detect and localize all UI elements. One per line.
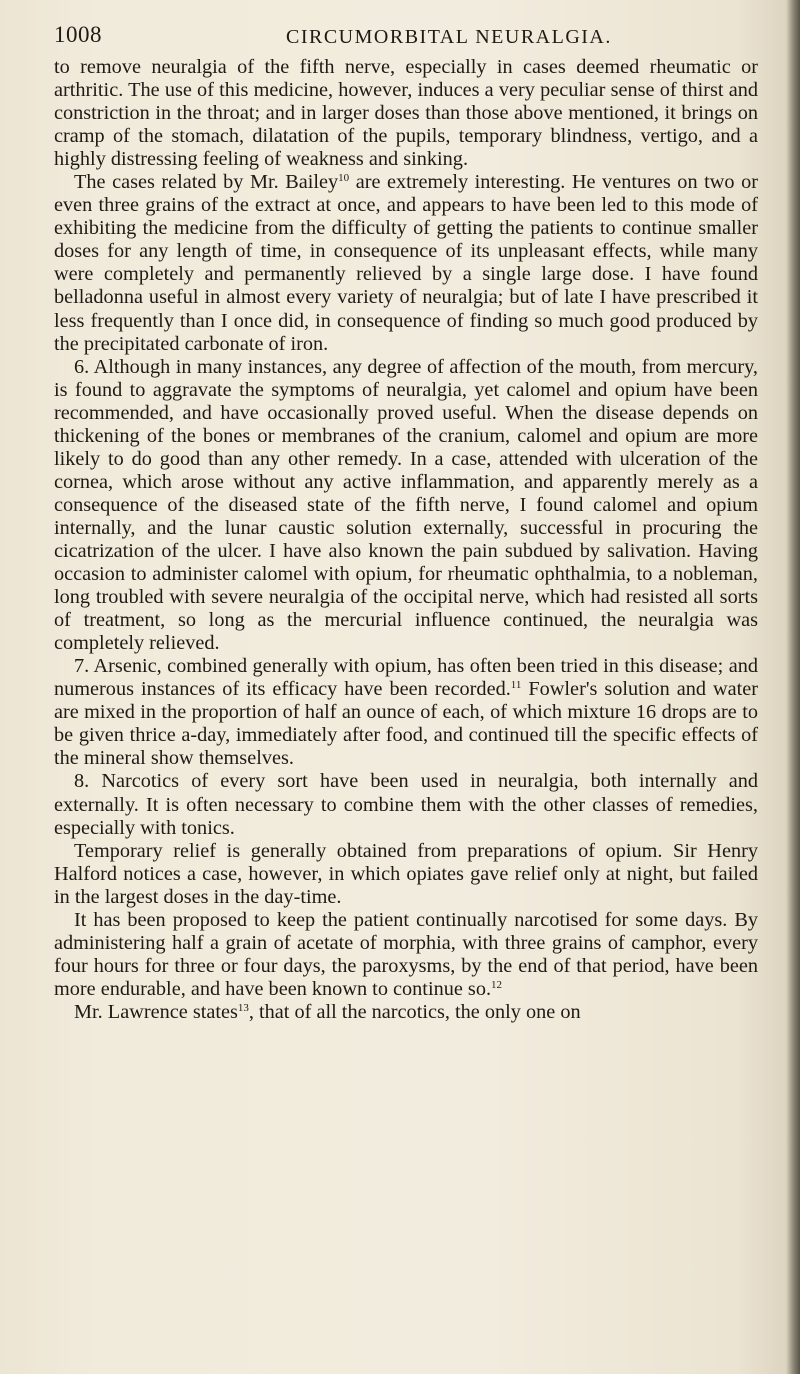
paragraph-text: Mr. Lawrence states [74,1000,238,1023]
paragraph-lawrence [54,1001,758,1024]
footnote-ref: 11 [510,679,522,692]
page-binding-edge [786,0,800,1374]
page-header [54,22,754,52]
paragraph-text: 7. Arsenic, combined generally with opium, has often been tried in this disease; and numerous instances of its efficacy have been recorded. [54,655,758,701]
footnote-ref: 12 [491,978,503,991]
paragraph-belladonna-effects: to remove neuralgia of the fifth nerve, especially in cases deemed rheumatic or arthritic. The use of this medicine, however, induces a very peculiar sense of thirst and constriction in the throat; and in larger doses than those above mentioned, it brings on cramp of the stomach, dilatation of the pupils, temporary blindness, vertigo, and a highly distressing feeling of weakness and sinking. [54,56,758,171]
paragraph-text: The cases related by Mr. Bailey [74,171,339,194]
paragraph-arsenic [54,655,758,770]
footnote-ref: 10 [338,172,350,185]
page-number: 1008 [54,22,102,47]
paragraph-narcotised [54,909,758,1001]
footnote-ref: 13 [237,1001,249,1014]
paragraph-text: It has been proposed to keep the patient continually narcotised for some days. By administering half a grain of acetate of morphia, with three grains of camphor, every four hours for three or four days, the paroxysms, by the end of that period, have been more endurable, and have been known to continue so. [54,908,758,1000]
paragraph-calomel-opium: 6. Although in many instances, any degree of affection of the mouth, from mercury, is found to aggravate the symptoms of neuralgia, yet calomel and opium have been recommended, and have occasionally proved useful. When the disease depends on thickening of the bones or membranes of the cranium, calomel and opium are more likely to do good than any other remedy. In a case, attended with ulceration of the cornea, which arose without any active inflammation, and apparently merely as a consequence of the diseased state of the fifth nerve, I found calomel and opium internally, and the lunar caustic solution externally, successful in procuring the cicatrization of the ulcer. I have also known the pain subdued by salivation. Having occasion to administer calomel with opium, for rheumatic ophthalmia, to a nobleman, long troubled with severe neuralgia of the occipital nerve, which had resisted all sorts of treatment, so long as the mercurial influence continued, the neuralgia was completely relieved. [54,355,758,655]
paragraph-text: are extremely interesting. He ventures on two or even three grains of the extract at once, and appears to have been led to this mode of exhibiting the medicine from the difficulty of getting the patients to continue smaller doses for any length of time, in consequence of its unpleasant effects, while many were completely and permanently relieved by a single large dose. I have found belladonna useful in almost every variety of neuralgia; but of late I have prescribed it less frequently than I once did, in consequence of finding so much good produced by the precipitated carbonate of iron. [54,171,758,355]
paragraph-text: , that of all the narcotics, the only one on [248,1000,581,1023]
paragraph-opium-relief: Temporary relief is generally obtained from preparations of opium. Sir Henry Halford notices a case, however, in which opiates gave relief only at night, but failed in the largest doses in the day-time. [54,839,758,908]
page-body [54,56,758,1024]
running-head: CIRCUMORBITAL NEURALGIA. [286,26,612,48]
paragraph-bailey-cases [54,171,758,355]
paragraph-text: Fowler's solution and water are mixed in the proportion of half an ounce of each, of which mixture 16 drops are to be given thrice a-day, immediately after food, and continued till the specific effects of the mineral show themselves. [54,678,759,770]
paragraph-narcotics: 8. Narcotics of every sort have been used in neuralgia, both internally and externally. It is often necessary to combine them with the other classes of remedies, especially with tonics. [54,770,758,839]
